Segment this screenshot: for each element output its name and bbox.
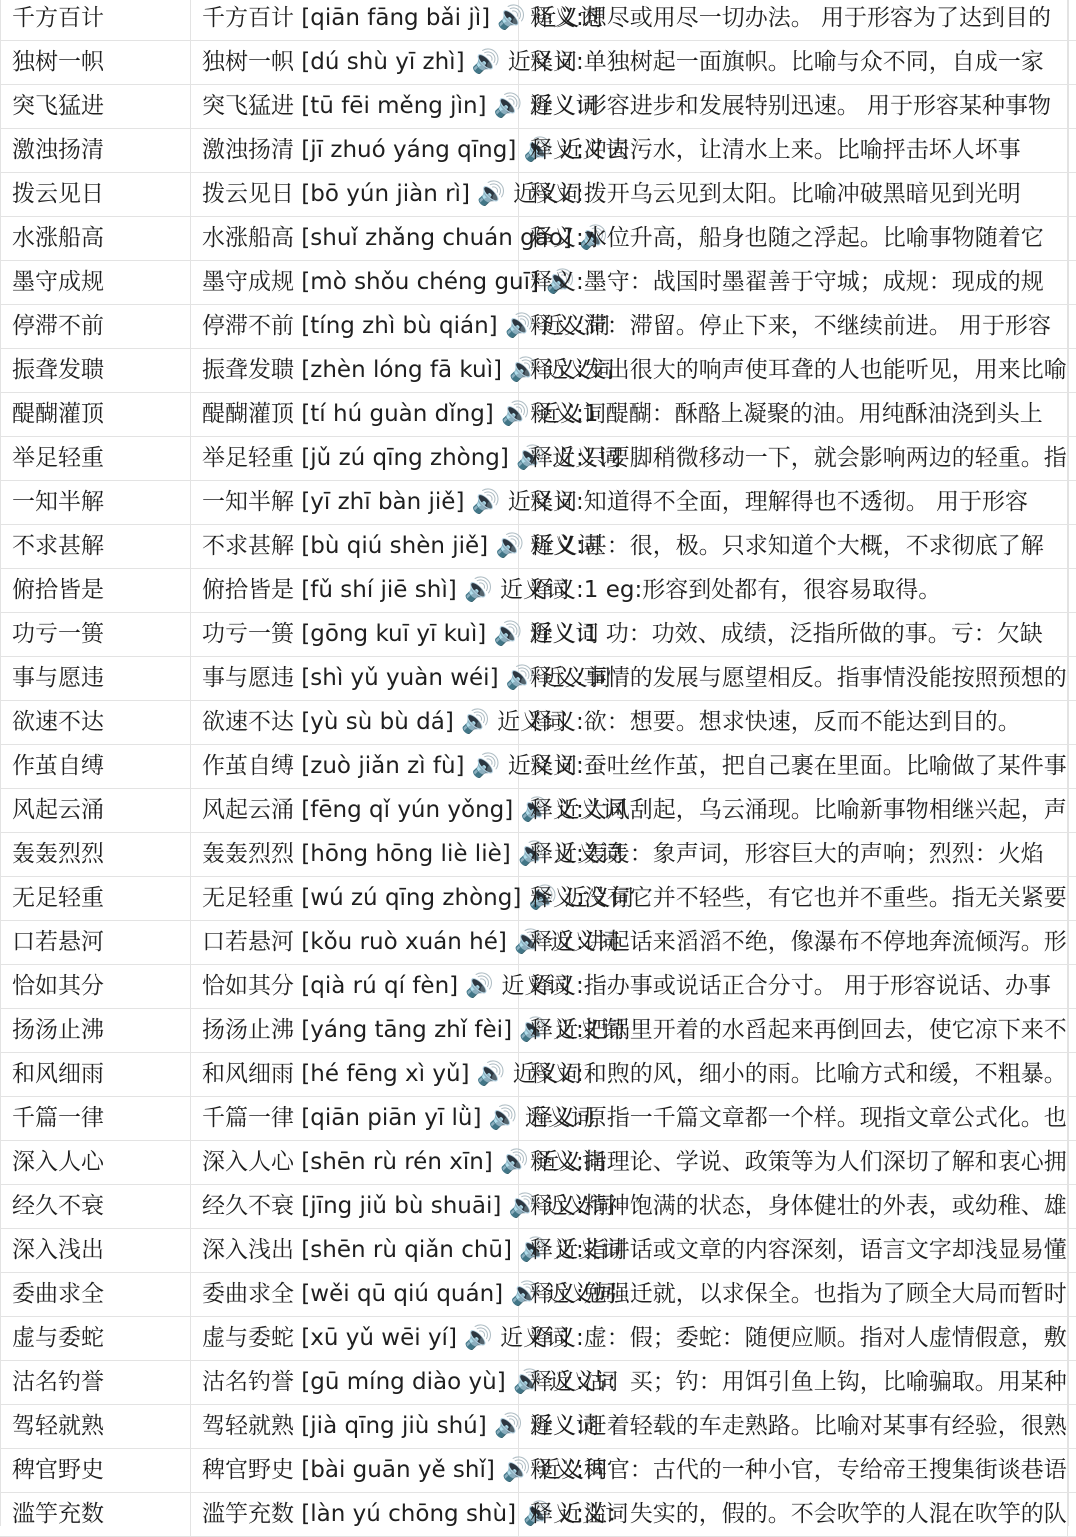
table-row[interactable] <box>0 0 1076 41</box>
pinyin-cell[interactable]: 轰轰烈烈 [hōng hōng liè liè] 🔊 近义词 <box>191 833 519 876</box>
pinyin-cell[interactable]: 驾轻就熟 [jià qīng jiù shú] 🔊 近义词 <box>191 1405 519 1448</box>
idiom-cell[interactable]: 恰如其分 <box>0 965 191 1008</box>
pinyin-cell[interactable]: 深入浅出 [shēn rù qiǎn chū] 🔊 近义词 <box>191 1229 519 1272</box>
table-row[interactable] <box>0 173 1076 217</box>
table-row[interactable] <box>0 1361 1076 1405</box>
pinyin-cell[interactable]: 委曲求全 [wěi qū qiú quán] 🔊 近义词 <box>191 1273 519 1316</box>
table-row[interactable] <box>0 349 1076 393</box>
table-row[interactable] <box>0 1141 1076 1185</box>
pinyin-cell[interactable]: 水涨船高 [shuǐ zhǎng chuán gāo] 🔊 <box>191 217 519 260</box>
table-row[interactable] <box>0 525 1076 569</box>
meaning-cell[interactable]: 释义:1 eg:形容到处都有，很容易取得。 <box>519 569 1068 612</box>
meaning-cell[interactable]: 释义:知道得不全面，理解得也不透彻。 用于形容 <box>519 481 1068 524</box>
pinyin-cell[interactable]: 墨守成规 [mò shǒu chéng guī] 🔊 <box>191 261 519 304</box>
pinyin-cell[interactable]: 一知半解 [yī zhī bàn jiě] 🔊 近义词 <box>191 481 519 524</box>
meaning-cell[interactable]: 释义:没有它并不轻些，有它也并不重些。指无关紧要 <box>519 877 1068 920</box>
meaning-cell[interactable]: 释义:1 功：功效、成绩，泛指所做的事。亏：欠缺 <box>519 613 1068 656</box>
table-row[interactable] <box>0 965 1076 1009</box>
pinyin-cell[interactable]: 深入人心 [shēn rù rén xīn] 🔊 近义词 <box>191 1141 519 1184</box>
idiom-cell[interactable]: 虚与委蛇 <box>0 1317 191 1360</box>
idiom-cell[interactable]: 驾轻就熟 <box>0 1405 191 1448</box>
table-row[interactable] <box>0 481 1076 525</box>
idiom-cell[interactable]: 功亏一篑 <box>0 613 191 656</box>
idiom-cell[interactable]: 千篇一律 <box>0 1097 191 1140</box>
table-row[interactable] <box>0 657 1076 701</box>
pinyin-cell[interactable]: 不求甚解 [bù qiú shèn jiě] 🔊 近义词 <box>191 525 519 568</box>
meaning-cell[interactable]: 释义:沽：买；钓：用饵引鱼上钩，比喻骗取。用某种 <box>519 1361 1068 1404</box>
table-row[interactable] <box>0 85 1076 129</box>
table-row[interactable] <box>0 1229 1076 1273</box>
idiom-cell[interactable]: 俯拾皆是 <box>0 569 191 612</box>
idiom-cell[interactable]: 欲速不达 <box>0 701 191 744</box>
idiom-cell[interactable]: 滥竽充数 <box>0 1493 191 1536</box>
table-row[interactable] <box>0 1405 1076 1449</box>
table-row[interactable] <box>0 1009 1076 1053</box>
pinyin-cell[interactable]: 风起云涌 [fēng qǐ yún yǒng] 🔊 近义词 <box>191 789 519 832</box>
table-row[interactable] <box>0 1317 1076 1361</box>
meaning-cell[interactable]: 释义:欲：想要。想求快速，反而不能达到目的。 <box>519 701 1068 744</box>
idiom-cell[interactable]: 振聋发聩 <box>0 349 191 392</box>
meaning-cell[interactable]: 释义:单独树起一面旗帜。比喻与众不同，自成一家 <box>519 41 1068 84</box>
table-row[interactable] <box>0 921 1076 965</box>
meaning-cell[interactable]: 释义:指理论、学说、政策等为人们深切了解和衷心拥 <box>519 1141 1068 1184</box>
meaning-cell[interactable]: 释义:水位升高，船身也随之浮起。比喻事物随着它 <box>519 217 1068 260</box>
meaning-cell[interactable]: 释义:滞：滞留。停止下来，不继续前进。 用于形容 <box>519 305 1068 348</box>
idiom-cell[interactable]: 作茧自缚 <box>0 745 191 788</box>
pinyin-cell[interactable]: 欲速不达 [yù sù bù dá] 🔊 近义词 <box>191 701 519 744</box>
meaning-cell[interactable]: 释义:拨开乌云见到太阳。比喻冲破黑暗见到光明 <box>519 173 1068 216</box>
idiom-cell[interactable]: 沽名钓誉 <box>0 1361 191 1404</box>
idiom-cell[interactable]: 稗官野史 <box>0 1449 191 1492</box>
table-row[interactable] <box>0 1273 1076 1317</box>
pinyin-cell[interactable]: 突飞猛进 [tū fēi měng jìn] 🔊 近义词 <box>191 85 519 128</box>
table-row[interactable] <box>0 1185 1076 1229</box>
table-row[interactable] <box>0 1097 1076 1141</box>
pinyin-cell[interactable]: 振聋发聩 [zhèn lóng fā kuì] 🔊 近义词 <box>191 349 519 392</box>
table-row[interactable] <box>0 745 1076 789</box>
meaning-cell[interactable]: 释义:轰轰：象声词，形容巨大的声响；烈烈：火焰 <box>519 833 1068 876</box>
idiom-cell[interactable]: 激浊扬清 <box>0 129 191 172</box>
idiom-cell[interactable]: 突飞猛进 <box>0 85 191 128</box>
meaning-cell[interactable]: 释义:虚：假；委蛇：随便应顺。指对人虚情假意，敷 <box>519 1317 1068 1360</box>
idiom-cell[interactable]: 口若悬河 <box>0 921 191 964</box>
table-row[interactable] <box>0 437 1076 481</box>
idiom-cell[interactable]: 墨守成规 <box>0 261 191 304</box>
pinyin-cell[interactable]: 举足轻重 [jǔ zú qīng zhòng] 🔊 近义词 <box>191 437 519 480</box>
pinyin-cell[interactable]: 独树一帜 [dú shù yī zhì] 🔊 近义词 <box>191 41 519 84</box>
meaning-cell[interactable]: 释义:精神饱满的状态，身体健壮的外表，或幼稚、雄 <box>519 1185 1068 1228</box>
pinyin-cell[interactable]: 作茧自缚 [zuò jiǎn zì fù] 🔊 近义词 <box>191 745 519 788</box>
idiom-cell[interactable]: 事与愿违 <box>0 657 191 700</box>
pinyin-cell[interactable]: 沽名钓誉 [gū míng diào yù] 🔊 近义词 <box>191 1361 519 1404</box>
meaning-cell[interactable]: 释义:1 醍醐：酥酪上凝聚的油。用纯酥油浇到头上 <box>519 393 1068 436</box>
meaning-cell[interactable]: 释义:指讲话或文章的内容深刻，语言文字却浅显易懂 <box>519 1229 1068 1272</box>
idiom-cell[interactable]: 醍醐灌顶 <box>0 393 191 436</box>
idiom-cell[interactable]: 经久不衰 <box>0 1185 191 1228</box>
pinyin-cell[interactable]: 激浊扬清 [jī zhuó yáng qīng] 🔊 近义词 <box>191 129 519 172</box>
table-row[interactable] <box>0 1449 1076 1493</box>
table-row[interactable] <box>0 701 1076 745</box>
meaning-cell[interactable]: 释义:指办事或说话正合分寸。 用于形容说话、办事 <box>519 965 1068 1008</box>
meaning-cell[interactable]: 释义:讲起话来滔滔不绝，像瀑布不停地奔流倾泻。形 <box>519 921 1068 964</box>
idiom-cell[interactable]: 千方百计 <box>0 0 191 40</box>
idiom-cell[interactable]: 水涨船高 <box>0 217 191 260</box>
table-row[interactable] <box>0 789 1076 833</box>
pinyin-cell[interactable]: 拨云见日 [bō yún jiàn rì] 🔊 近义词 <box>191 173 519 216</box>
idiom-cell[interactable]: 无足轻重 <box>0 877 191 920</box>
table-row[interactable] <box>0 41 1076 85</box>
idiom-cell[interactable]: 风起云涌 <box>0 789 191 832</box>
pinyin-cell[interactable]: 千方百计 [qiān fāng bǎi jì] 🔊 近义词 <box>191 0 519 40</box>
idiom-cell[interactable]: 扬汤止沸 <box>0 1009 191 1052</box>
table-row[interactable] <box>0 217 1076 261</box>
meaning-cell[interactable]: 释义:甚：很，极。只求知道个大概，不求彻底了解 <box>519 525 1068 568</box>
pinyin-cell[interactable]: 千篇一律 [qiān piān yī lǜ] 🔊 近义词 <box>191 1097 519 1140</box>
idiom-cell[interactable]: 轰轰烈烈 <box>0 833 191 876</box>
table-row[interactable] <box>0 261 1076 305</box>
table-row[interactable] <box>0 129 1076 173</box>
table-row[interactable] <box>0 569 1076 613</box>
meaning-cell[interactable]: 释义:赶着轻载的车走熟路。比喻对某事有经验，很熟 <box>519 1405 1068 1448</box>
table-row[interactable] <box>0 833 1076 877</box>
pinyin-cell[interactable]: 稗官野史 [bài guān yě shǐ] 🔊 近义词 <box>191 1449 519 1492</box>
pinyin-cell[interactable]: 俯拾皆是 [fǔ shí jiē shì] 🔊 近义词 <box>191 569 519 612</box>
pinyin-cell[interactable]: 醍醐灌顶 [tí hú guàn dǐng] 🔊 近义词 <box>191 393 519 436</box>
meaning-cell[interactable]: 释义:冲去污水，让清水上来。比喻抨击坏人坏事 <box>519 129 1068 172</box>
pinyin-cell[interactable]: 无足轻重 [wú zú qīng zhòng] 🔊 近义词 <box>191 877 519 920</box>
table-row[interactable] <box>0 877 1076 921</box>
meaning-cell[interactable]: 释义:墨守：战国时墨翟善于守城；成规：现成的规 <box>519 261 1068 304</box>
meaning-cell[interactable]: 释义:发出很大的响声使耳聋的人也能听见，用来比喻 <box>519 349 1068 392</box>
pinyin-cell[interactable]: 虚与委蛇 [xū yǔ wēi yí] 🔊 近义词 <box>191 1317 519 1360</box>
meaning-cell[interactable]: 释义:原指一千篇文章都一个样。现指文章公式化。也 <box>519 1097 1068 1140</box>
pinyin-cell[interactable]: 停滞不前 [tíng zhì bù qián] 🔊 近义词 <box>191 305 519 348</box>
meaning-cell[interactable]: 释义:蚕吐丝作茧，把自己裹在里面。比喻做了某件事 <box>519 745 1068 788</box>
meaning-cell[interactable]: 释义:滥：失实的，假的。不会吹竽的人混在吹竽的队 <box>519 1493 1068 1536</box>
idiom-cell[interactable]: 不求甚解 <box>0 525 191 568</box>
meaning-cell[interactable]: 释义:形容进步和发展特别迅速。 用于形容某种事物 <box>519 85 1068 128</box>
idiom-cell[interactable]: 和风细雨 <box>0 1053 191 1096</box>
table-row[interactable] <box>0 613 1076 657</box>
meaning-cell[interactable]: 释义:稗官：古代的一种小官，专给帝王搜集街谈巷语 <box>519 1449 1068 1492</box>
idiom-cell[interactable]: 举足轻重 <box>0 437 191 480</box>
idiom-cell[interactable]: 深入人心 <box>0 1141 191 1184</box>
pinyin-cell[interactable]: 经久不衰 [jīng jiǔ bù shuāi] 🔊 近义词 <box>191 1185 519 1228</box>
idiom-cell[interactable]: 一知半解 <box>0 481 191 524</box>
table-row[interactable] <box>0 1053 1076 1097</box>
meaning-cell[interactable]: 释义:想尽或用尽一切办法。 用于形容为了达到目的 <box>519 0 1068 40</box>
pinyin-cell[interactable]: 恰如其分 [qià rú qí fèn] 🔊 近义词 <box>191 965 519 1008</box>
pinyin-cell[interactable]: 滥竽充数 [làn yú chōng shù] 🔊 近义词 <box>191 1493 519 1536</box>
pinyin-cell[interactable]: 功亏一篑 [gōng kuī yī kuì] 🔊 近义词 <box>191 613 519 656</box>
meaning-cell[interactable]: 释义:事情的发展与愿望相反。指事情没能按照预想的 <box>519 657 1068 700</box>
meaning-cell[interactable]: 释义:只要脚稍微移动一下，就会影响两边的轻重。指 <box>519 437 1068 480</box>
meaning-cell[interactable]: 释义:勉强迁就，以求保全。也指为了顾全大局而暂时 <box>519 1273 1068 1316</box>
meaning-cell[interactable]: 释义:把锅里开着的水舀起来再倒回去，使它凉下来不 <box>519 1009 1068 1052</box>
idiom-cell[interactable]: 深入浅出 <box>0 1229 191 1272</box>
pinyin-cell[interactable]: 扬汤止沸 [yáng tāng zhǐ fèi] 🔊 近义词 <box>191 1009 519 1052</box>
idiom-cell[interactable]: 委曲求全 <box>0 1273 191 1316</box>
idiom-cell[interactable]: 拨云见日 <box>0 173 191 216</box>
meaning-cell[interactable]: 释义:和煦的风，细小的雨。比喻方式和缓，不粗暴。 <box>519 1053 1068 1096</box>
idiom-cell[interactable]: 独树一帜 <box>0 41 191 84</box>
meaning-cell[interactable]: 释义:大风刮起，乌云涌现。比喻新事物相继兴起，声 <box>519 789 1068 832</box>
table-row[interactable] <box>0 1493 1076 1537</box>
idiom-cell[interactable]: 停滞不前 <box>0 305 191 348</box>
pinyin-cell[interactable]: 口若悬河 [kǒu ruò xuán hé] 🔊 近义词 <box>191 921 519 964</box>
pinyin-cell[interactable]: 事与愿违 [shì yǔ yuàn wéi] 🔊 近义词 <box>191 657 519 700</box>
table-row[interactable] <box>0 305 1076 349</box>
table-row[interactable] <box>0 393 1076 437</box>
pinyin-cell[interactable]: 和风细雨 [hé fēng xì yǔ] 🔊 近义词 <box>191 1053 519 1096</box>
